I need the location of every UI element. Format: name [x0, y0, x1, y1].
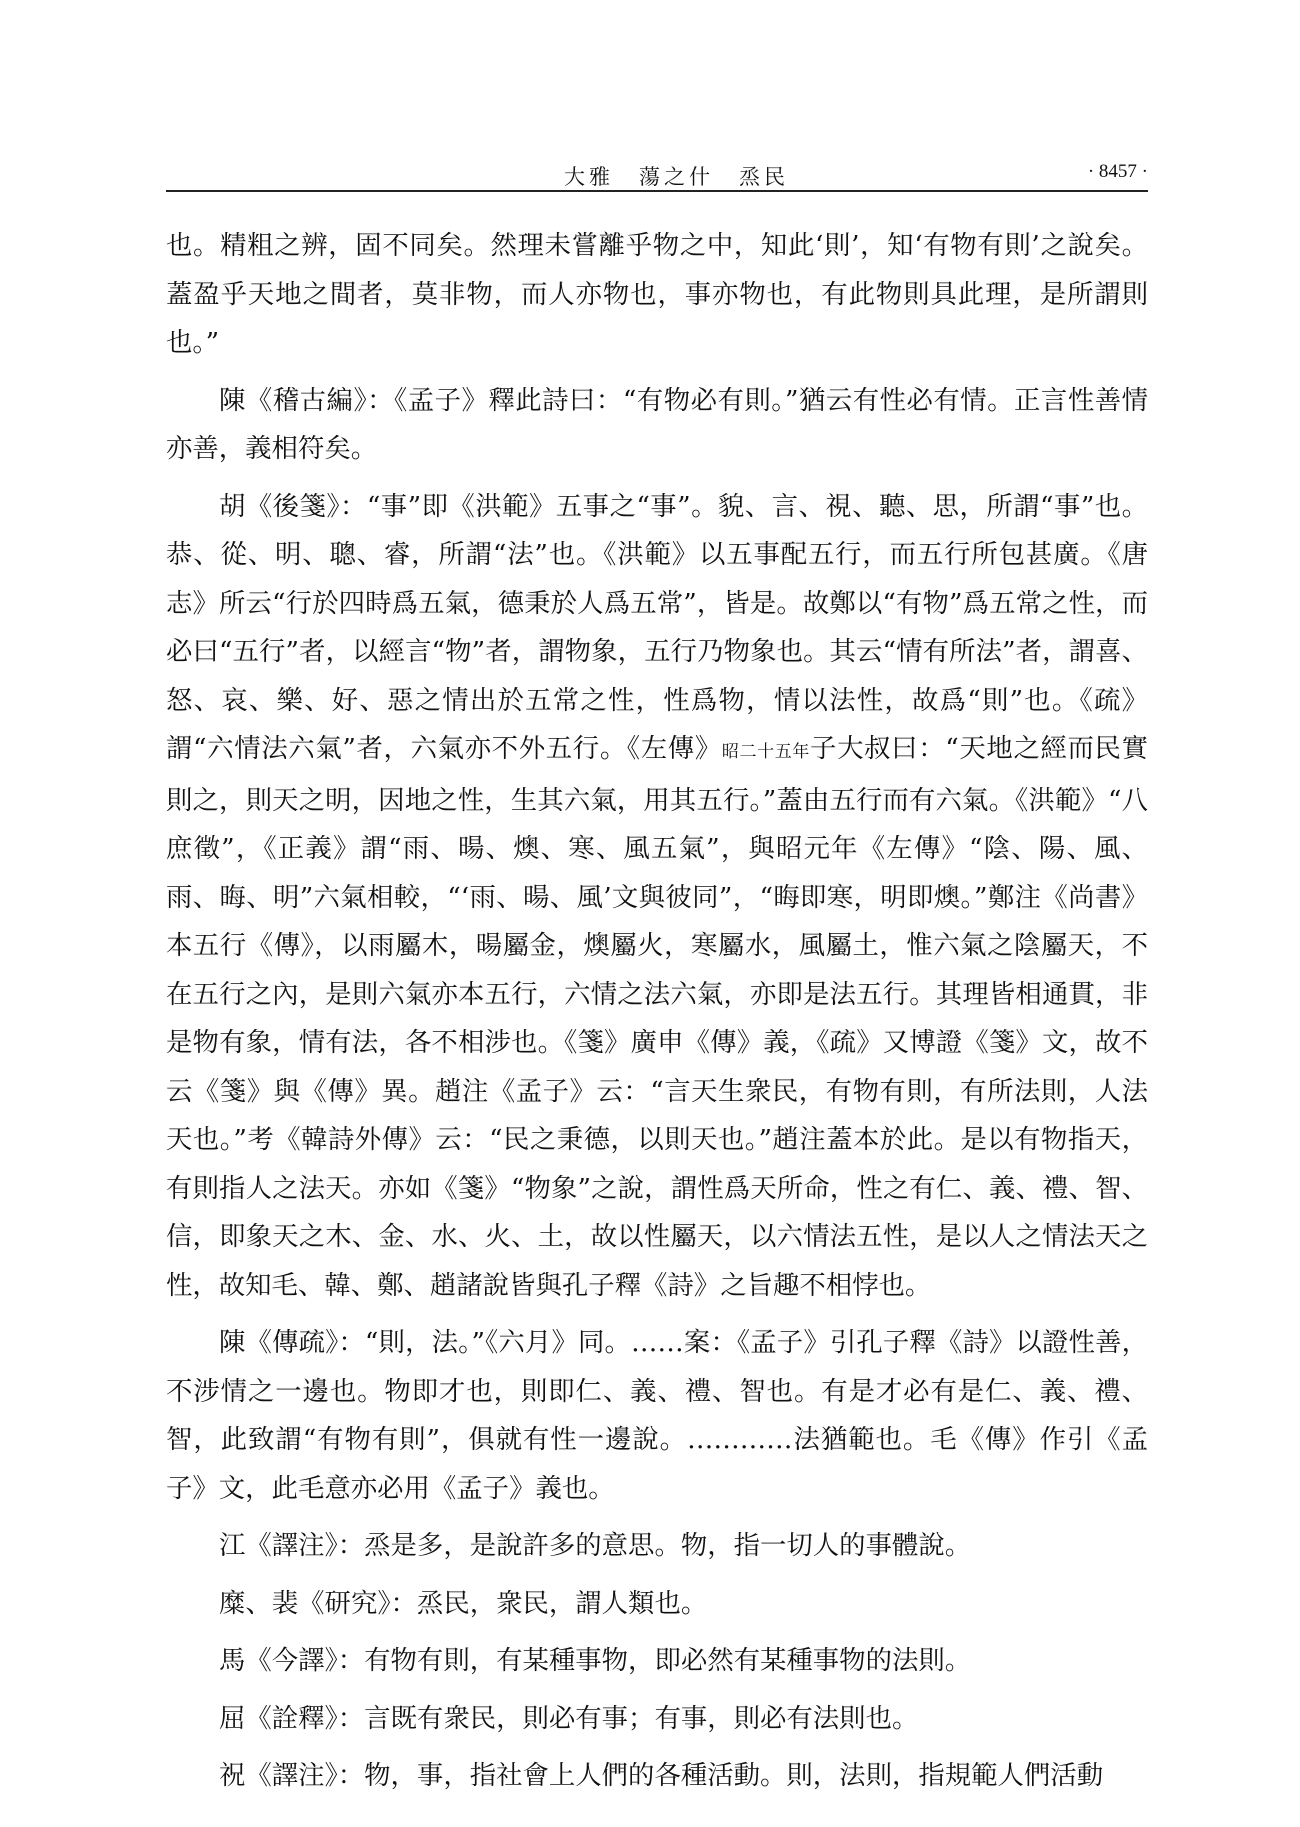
paragraph-hu-houjian-cont: 子大叔曰：“天地之經而民實則之，則天之明，因地之性，生其六氣，用其五行。”蓋由五行而有六氣。《洪範》“八庶徵”，《正義》謂“雨、暘、燠、寒、風五氣”，與昭元年《左傳》“陰、陽、風、雨、晦、明”六氣相較，“‘雨、暘、風’文與彼同”，“晦即寒，明即燠。”鄭注《尚書》本五行《傳》，以雨屬木，暘屬金，燠屬火，寒屬水，風屬土，惟六氣之陰屬天，不在五行之內，是則六氣亦本五行，六情之法六氣，亦即是法五行。其理皆相通貫，非是物有象，情有法，各不相涉也。《箋》廣申《傳》義，《疏》又博證《箋》文，故不云《箋》與《傳》異。趙注《孟子》云：“言天生衆民，有物有則，有所法則，人法天也。”考《韓詩外傳》云：“民之秉德，以則天也。”趙注蓋本於此。是以有物指天，有則指人之法天。亦如《箋》“物象”之說，謂性爲天所命，性之有仁、義、禮、智、信，即象天之木、金、水、火、土，故以性屬天，以六情法五性，是以人之情法天之性，故知毛、韓、鄭、趙諸說皆與孔子釋《詩》之旨趣不相悖也。	[166, 733, 1148, 1301]
paragraph-zhu-yizhu: 祝《譯注》：物，事，指社會上人們的各種活動。則，法則，指規範人們活動	[219, 1760, 1104, 1791]
paragraph-mi-pei-yanjiu: 糜、裴《研究》：烝民，衆民，謂人類也。	[219, 1587, 708, 1619]
running-title: 大雅 蕩之什 烝民	[564, 165, 789, 189]
paragraph-hu-houjian	[166, 483, 1148, 1311]
paragraph-hu-houjian-text: 胡《後箋》：“事”即《洪範》五事之“事”。貌、言、視、聽、思，所謂“事”也。恭、從、明、聰、睿，所謂“法”也。《洪範》以五事配五行，而五行所包甚廣。《唐志》所云“行於四時爲五氣，德秉於人爲五常”，皆是。故鄭以“有物”爲五常之性，而必曰“五行”者，以經言“物”者，謂物象，五行乃物象也。其云“情有所法”者，謂喜、怒、哀、樂、好、惡之情出於五常之性，性爲物，情以法性，故爲“則”也。《疏》謂“六情法六氣”者，六氣亦不外五行。《左傳》	[166, 490, 1148, 764]
inline-note: 昭二十五年	[721, 742, 811, 762]
paragraph-continuation: 也。精粗之辨，固不同矣。然理未嘗離乎物之中，知此‘則’，知‘有物有則’之說矣。蓋盈乎天地之間者，莫非物，而人亦物也，事亦物也，有此物則具此理，是所謂則也。”	[166, 230, 1148, 358]
page-body	[166, 222, 1148, 1801]
paragraph-chen-chuanshu: 陳《傳疏》：“則，法。”《六月》同。……案：《孟子》引孔子釋《詩》以證性善，不涉情之一邊也。物即才也，則即仁、義、禮、智也。有是才必有是仁、義、禮、智，此致謂“有物有則”，俱就有性一邊說。…………法猶範也。毛《傳》作引《孟子》文，此毛意亦必用《孟子》義也。	[166, 1327, 1148, 1504]
paragraph-jiang-yizhu: 江《譯注》：烝是多，是說許多的意思。物，指一切人的事體說。	[219, 1530, 972, 1561]
running-header	[166, 155, 1148, 189]
paragraph-ma-jinyi: 馬《今譯》：有物有則，有某種事物，即必然有某種事物的法則。	[219, 1645, 972, 1676]
page-number: · 8457 ·	[1087, 161, 1148, 182]
paragraph-qu-quanshi: 屈《詮釋》：言既有衆民，則必有事；有事，則必有法則也。	[219, 1702, 919, 1734]
paragraph-chen-jigubian: 陳《稽古編》：《孟子》釋此詩曰：“有物必有則。”猶云有性必有情。正言性善情亦善，義相符矣。	[166, 384, 1148, 464]
header-rule	[166, 190, 1148, 192]
